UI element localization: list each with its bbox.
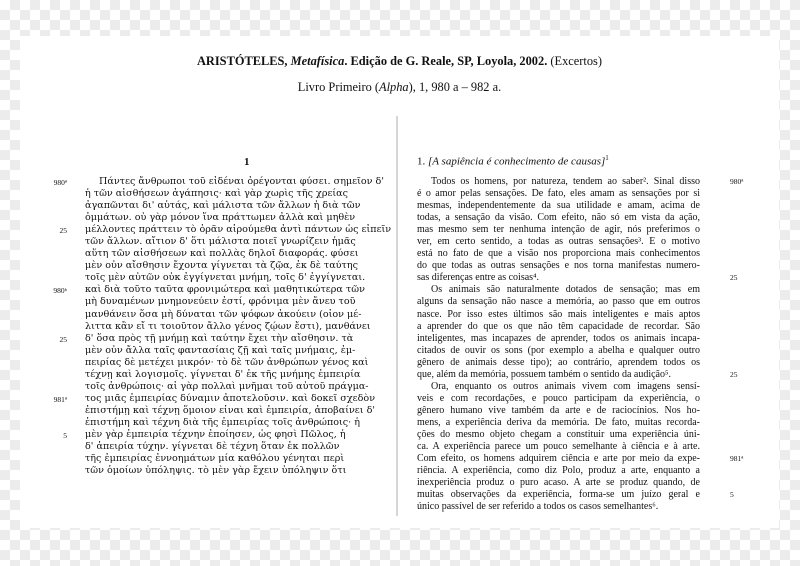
- portuguese-text-line: do que todas as outras sensações e nos torna manifestas numero-: [417, 260, 700, 272]
- greek-margin-marker: 25: [59, 226, 67, 236]
- portuguese-text-column: [417, 176, 700, 513]
- portuguese-text-line: único passível de ser referido a todos os casos semelhantes⁶.: [417, 501, 659, 513]
- portuguese-margin-marker: 25: [730, 273, 738, 283]
- greek-text-line: μέλλοντες πράττειν τὸ ὁρᾶν αἱρούμεθα ἀντὶ πάντων ὡς εἰπεῖν 25: [85, 224, 377, 236]
- header-work: Metafísica: [290, 54, 345, 68]
- greek-text-line: μὲν γὰρ ἐμπειρία τέχνην ἐποίησεν, ὡς φησὶ Πῶλος, ἡ 5: [85, 429, 377, 441]
- document-page: [20, 36, 779, 528]
- greek-text-line: δ' ὅσα πρὸς τῇ μνήμῃ καὶ ταύτην ἔχει τὴν αἴσθησιν. τὰ 25: [85, 333, 377, 345]
- portuguese-text-line: sas diferenças entre as coisas⁴.: [417, 272, 540, 284]
- greek-text-line: ἡ τῶν αἰσθήσεων ἀγάπησις· καὶ γὰρ χωρὶς τῆς χρείας: [85, 188, 349, 200]
- portuguese-text-line: que, além da memória, possuem também o sentido da audição⁵.: [417, 368, 671, 380]
- portuguese-margin-marker: 5: [730, 490, 734, 500]
- book-alpha: Alpha: [379, 80, 409, 94]
- greek-text-line: καὶ διὰ τοῦτο ταῦτα φρονιμώτερα καὶ μαθητικώτερα τῶν 980ᵇ: [85, 284, 377, 296]
- header-excerpt: (Excertos): [550, 54, 603, 68]
- portuguese-text-line: Ora, enquanto os outros animais vivem com imagens sensí-: [431, 380, 700, 392]
- greek-text-line: Πάντες ἄνθρωποι τοῦ εἰδέναι ὀρέγονται φύσει. σημεῖον δ' 980ª: [85, 176, 377, 188]
- portuguese-text-line: alguns da sensação não nasce a memória, ao passo que em outros: [417, 296, 700, 308]
- greek-text-line: τῆς ἐμπειρίας ἐννοημάτων μία καθόλου γένηται περὶ: [85, 453, 345, 465]
- header-edition: . Edição de G. Reale, SP, Loyola, 2002.: [344, 54, 548, 68]
- book-line-prefix: Livro Primeiro (: [297, 80, 380, 94]
- portuguese-text-line: nasce. Por isso estes últimos são mais inteligentes e mais aptos: [417, 308, 700, 320]
- portuguese-text-line: ver, em certo sentido, a todas as outras sensações³. E o motivo: [417, 236, 700, 248]
- portuguese-text-line: mas mesmo sem ter nenhuma intenção de agir, nós preferimos o: [417, 224, 700, 236]
- page-gutter: [396, 116, 398, 516]
- portuguese-text-line: gênero de animais desse tipo); ao contrário, aprendem todos os: [417, 356, 700, 368]
- greek-text-line: ἐπιστήμῃ καὶ τέχνῃ ὅμοιον εἶναι καὶ ἐμπειρία, ἀποβαίνει δ': [85, 404, 375, 416]
- portuguese-text-line: todas, a sensação da visão. Com efeito, não só em vista da ação,: [417, 212, 700, 224]
- portuguese-text-line: citados de ouvir os sons (por exemplo a abelha e qualquer outro: [417, 344, 700, 356]
- portuguese-margin-marker: 25: [730, 369, 738, 379]
- greek-margin-marker: 980ᵇ: [53, 286, 67, 296]
- book-line: [20, 80, 779, 95]
- portuguese-text-line: inteligentes, mas incapazes de aprender, todos os animais incapa-: [417, 332, 700, 344]
- greek-text-line: μὲν οὖν ἄλλα ταῖς φαντασίαις ζῇ καὶ ταῖς μνήμαις, ἐμ-: [85, 344, 356, 356]
- portuguese-text-line: muitas observações da experiência, forma-se um juízo geral e: [417, 489, 700, 501]
- portuguese-text-line: está no fato de que a visão nos proporciona mais conhecimentos: [417, 248, 700, 260]
- book-line-suffix: ), 1, 980 a – 982 a.: [408, 80, 502, 94]
- greek-text-line: ἀγαπῶνται δι' αὑτάς, καὶ μάλιστα τῶν ἄλλων ἡ διὰ τῶν: [85, 200, 361, 212]
- portuguese-text-line: gênero humano vive também da arte e de raciocínios. Nos ho-: [417, 404, 700, 416]
- greek-section-number: 1: [244, 156, 250, 168]
- greek-text-line: τῶν ὁμοίων ὑπόληψις. τὸ μὲν γὰρ ἔχειν ὑπόληψιν ὅτι: [85, 465, 347, 477]
- greek-text-line: λιττα κἂν εἴ τι τοιοῦτον ἄλλο γένος ζῴων ἔστι), μανθάνει: [85, 320, 371, 332]
- portuguese-text-line: inexperiência produz o puro acaso. A arte se produz quando, de: [417, 477, 700, 489]
- greek-margin-marker: 5: [63, 430, 67, 440]
- portuguese-text-line: é o amor pelas sensações. De fato, eles amam as sensações por si: [417, 188, 700, 200]
- portuguese-text-line: mesmas, independentemente da sua utilidade e amam, acima de: [417, 200, 700, 212]
- section-note: 1: [605, 154, 609, 162]
- greek-margin-marker: 981ª: [53, 394, 67, 404]
- portuguese-text-line: a aprender do que os que não têm capacidade de recordar. São: [417, 320, 700, 332]
- greek-text-line: τῶν ἄλλων. αἴτιον δ' ὅτι μάλιστα ποιεῖ γνωρίζειν ἡμᾶς: [85, 236, 356, 248]
- greek-text-line: τοῖς μὲν αὐτῶν οὐκ ἐγγίγνεται μνήμη, τοῖς δ' ἐγγίγνεται.: [85, 272, 366, 284]
- portuguese-text-line: ca. A experiência parece um pouco semelhante à ciência e à arte.: [417, 441, 700, 453]
- portuguese-text-line: ções do mesmo objeto chegam a constituir uma experiência úni-: [417, 428, 700, 440]
- section-title: [A sapiência é conhecimento de causas]: [428, 155, 606, 168]
- greek-text-line: τέχνῃ καὶ λογισμοῖς. γίγνεται δ' ἐκ τῆς μνήμης ἐμπειρία: [85, 368, 361, 380]
- portuguese-text-line: Com efeito, os homens adquirem ciência e arte por meio da expe-: [417, 453, 700, 465]
- greek-margin-marker: 25: [59, 334, 67, 344]
- greek-text-line: μανθάνειν ὅσα μὴ δύναται τῶν ψόφων ἀκούειν (οἷον μέ-: [85, 308, 362, 320]
- greek-text-line: μὴ δυναμένων μνημονεύειν ἐστί, φρόνιμα μὲν ἄνευ τοῦ: [85, 296, 356, 308]
- greek-margin-marker: 980ª: [53, 178, 67, 187]
- document-header: [20, 54, 779, 69]
- portuguese-text-line: mens, a experiência deriva da memória. De fato, muitas recorda-: [417, 416, 700, 428]
- section-label: 1.: [417, 155, 426, 168]
- greek-text-line: μὲν οὖν αἴσθησιν ἔχοντα γίγνεται τὰ ζῷα, ἐκ δὲ ταύτης: [85, 260, 358, 272]
- greek-text-line: τοῖς ἀνθρώποις· αἱ γὰρ πολλαὶ μνῆμαι τοῦ αὐτοῦ πράγμα-: [85, 380, 369, 392]
- portuguese-text-line: Os animais são naturalmente dotados de sensação; mas em: [431, 284, 700, 296]
- greek-text-line: ἐπιστήμη καὶ τέχνη διὰ τῆς ἐμπειρίας τοῖς ἀνθρώποις· ἡ: [85, 416, 361, 428]
- portuguese-margin-marker: 981ª: [730, 454, 744, 464]
- portuguese-margin-marker: 980ª: [730, 177, 744, 186]
- greek-text-line: τος μιᾶς ἐμπειρίας δύναμιν ἀποτελοῦσιν. καὶ δοκεῖ σχεδὸν 981ª: [85, 393, 377, 405]
- portuguese-text-line: riência. A experiência, como diz Polo, produz a arte, enquanto a: [417, 465, 700, 477]
- greek-text-line: δ' ἀπειρία τύχην. γίγνεται δὲ τέχνη ὅταν ἐκ πολλῶν: [85, 441, 340, 453]
- portuguese-text-line: veis e com recordações, e pouco participam da experiência, o: [417, 392, 700, 404]
- portuguese-text-line: Todos os homens, por natureza, tendem ao saber². Sinal disso: [431, 176, 700, 187]
- header-author: ARISTÓTELES,: [196, 54, 288, 68]
- greek-text-line: αὕτη τῶν αἰσθήσεων καὶ πολλὰς δηλοῖ διαφοράς. φύσει: [85, 248, 359, 260]
- greek-text-column: [53, 176, 392, 477]
- greek-text-line: πειρίας δὲ μετέχει μικρόν· τὸ δὲ τῶν ἀνθρώπων γένος καὶ: [85, 356, 369, 368]
- greek-text-line: ὀμμάτων. οὐ γὰρ μόνον ἵνα πράττωμεν ἀλλὰ καὶ μηθὲν: [85, 212, 356, 224]
- portuguese-section-heading: [417, 154, 609, 168]
